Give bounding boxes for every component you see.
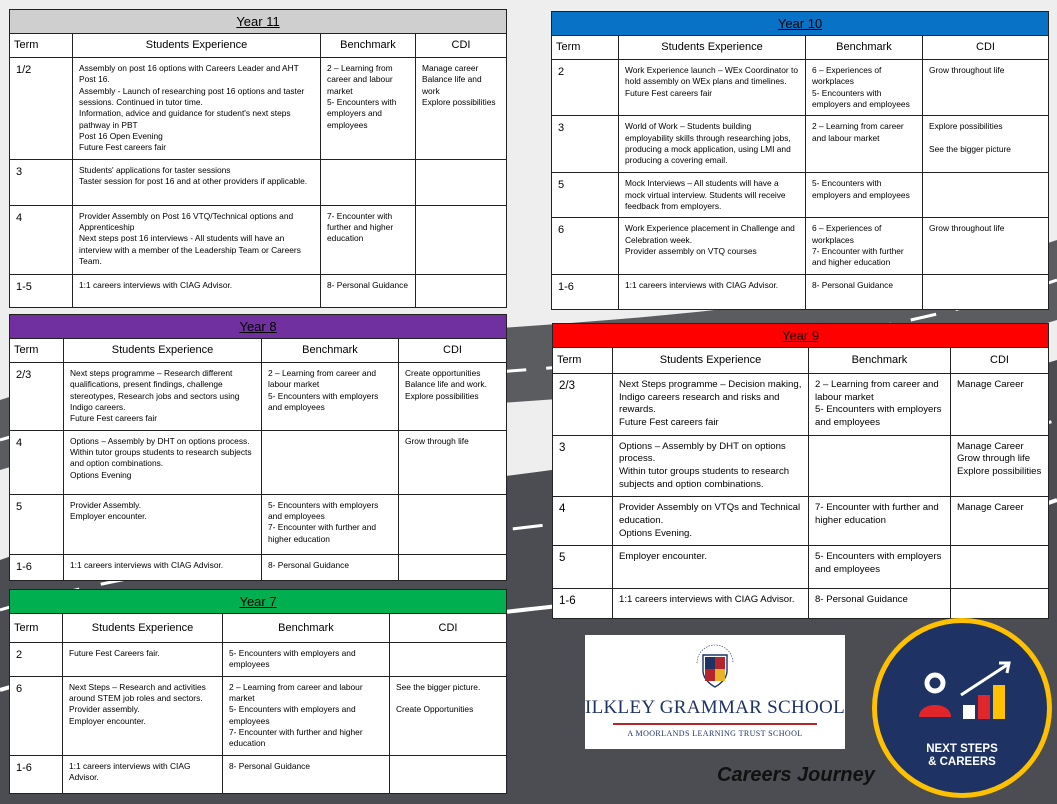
badge-line-1: NEXT STEPS [926, 743, 998, 755]
benchmark-cell [321, 159, 416, 205]
experience-cell: Next Steps programme – Decision making, Indigo careers research and risks and rewards. Future Fest careers fair [613, 374, 809, 436]
table-row [553, 435, 1049, 497]
term-header: Term [10, 614, 63, 643]
experience-cell: Provider Assembly on Post 16 VTQ/Technical options and Apprenticeship Next steps post 16 interviews - All students will have an interview with a member of the Leadership Team or Careers Team. [73, 205, 321, 274]
table-row [10, 755, 507, 793]
experience-cell: Provider Assembly. Employer encounter. [64, 494, 262, 554]
benchmark-header: Benchmark [809, 348, 951, 374]
benchmark-cell: 7- Encounter with further and higher education [321, 205, 416, 274]
benchmark-cell: 2 – Learning from career and labour market 5- Encounters with employers and employees [321, 58, 416, 160]
cdi-cell [416, 159, 507, 205]
experience-header: Students Experience [64, 339, 262, 363]
table-row [553, 497, 1049, 546]
term-cell: 2 [10, 643, 63, 677]
next-steps-badge [872, 618, 1052, 798]
cdi-cell: Explore possibilities See the bigger picture [923, 116, 1049, 173]
benchmark-cell: 8- Personal Guidance [223, 755, 390, 793]
cdi-cell [390, 755, 507, 793]
experience-header: Students Experience [613, 348, 809, 374]
experience-cell: Future Fest Careers fair. [63, 643, 223, 677]
term-cell: 1-6 [553, 589, 613, 619]
cdi-header: CDI [951, 348, 1049, 374]
benchmark-cell: 8- Personal Guidance [321, 274, 416, 307]
term-cell: 2 [552, 60, 619, 116]
cdi-cell [951, 546, 1049, 589]
term-cell: 5 [552, 173, 619, 218]
cdi-cell: Grow throughout life [923, 60, 1049, 116]
cdi-cell: Manage Career [951, 497, 1049, 546]
benchmark-cell: 6 – Experiences of workplaces 5- Encounters with employers and employees [806, 60, 923, 116]
benchmark-header: Benchmark [223, 614, 390, 643]
term-cell: 1-6 [552, 274, 619, 309]
table-row [552, 274, 1049, 309]
benchmark-cell: 6 – Experiences of workplaces 7- Encounter with further and higher education [806, 218, 923, 274]
benchmark-header: Benchmark [262, 339, 399, 363]
cdi-cell [923, 274, 1049, 309]
cdi-cell [416, 274, 507, 307]
year-9-title: Year 9 [553, 324, 1049, 348]
experience-cell: Assembly on post 16 options with Careers Leader and AHT Post 16. Assembly - Launch of researching post 16 options and taster sessions. Continued in tutor time. Information, advice and guidance for student's next steps pathway in PBT Post 16 Open Evening Future Fest careers fair [73, 58, 321, 160]
experience-header: Students Experience [619, 36, 806, 60]
benchmark-cell: 2 – Learning from career and labour market 5- Encounters with employers and employees [262, 363, 399, 431]
term-cell: 1-5 [10, 274, 73, 307]
benchmark-cell: 8- Personal Guidance [262, 554, 399, 580]
cdi-cell [399, 554, 507, 580]
table-row [10, 205, 507, 274]
term-cell: 2/3 [553, 374, 613, 436]
term-cell: 5 [553, 546, 613, 589]
experience-cell: World of Work – Students building employability skills through researching jobs, producing a mock application, using LMI and producing a covering email. [619, 116, 806, 173]
experience-cell: Work Experience placement in Challenge and Celebration week. Provider assembly on VTQ courses [619, 218, 806, 274]
year-9-table [552, 323, 1049, 619]
experience-cell: 1:1 careers interviews with CIAG Advisor. [619, 274, 806, 309]
table-row [553, 374, 1049, 436]
benchmark-cell: 5- Encounters with employers and employees [806, 173, 923, 218]
table-row [552, 173, 1049, 218]
experience-cell: Next Steps – Research and activities around STEM job roles and sectors. Provider assembly. Employer encounter. [63, 676, 223, 755]
experience-cell: Options – Assembly by DHT on options process. Within tutor groups students to research subjects and option combinations. [613, 435, 809, 497]
table-row [10, 643, 507, 677]
cdi-header: CDI [390, 614, 507, 643]
cdi-header: CDI [416, 34, 507, 58]
experience-cell: 1:1 careers interviews with CIAG Advisor. [63, 755, 223, 793]
table-row [552, 218, 1049, 274]
table-row [10, 274, 507, 307]
logo-divider [613, 723, 817, 725]
term-header: Term [10, 34, 73, 58]
table-row [10, 554, 507, 580]
cdi-cell: See the bigger picture. Create Opportunities [390, 676, 507, 755]
cdi-header: CDI [923, 36, 1049, 60]
table-row [10, 430, 507, 494]
experience-cell: 1:1 careers interviews with CIAG Advisor. [73, 274, 321, 307]
experience-cell: Work Experience launch – WEx Coordinator to hold assembly on WEx plans and timelines. Future Fest careers fair [619, 60, 806, 116]
year-11-table [9, 9, 507, 308]
term-cell: 6 [552, 218, 619, 274]
benchmark-cell [809, 435, 951, 497]
term-cell: 2/3 [10, 363, 64, 431]
school-logo [585, 635, 845, 749]
experience-cell: 1:1 careers interviews with CIAG Advisor. [613, 589, 809, 619]
cdi-cell: Create opportunities Balance life and work. Explore possibilities [399, 363, 507, 431]
career-growth-icon [915, 655, 1015, 727]
table-row [10, 494, 507, 554]
term-cell: 1-6 [10, 554, 64, 580]
term-cell: 5 [10, 494, 64, 554]
school-name: ILKLEY GRAMMAR SCHOOL [585, 697, 845, 718]
table-row [10, 159, 507, 205]
cdi-cell [951, 589, 1049, 619]
year-10-title: Year 10 [552, 12, 1049, 36]
cdi-cell: Manage career Balance life and work Explore possibilities [416, 58, 507, 160]
cdi-cell: Grow through life [399, 430, 507, 494]
benchmark-header: Benchmark [806, 36, 923, 60]
benchmark-cell: 8- Personal Guidance [806, 274, 923, 309]
term-cell: 4 [10, 430, 64, 494]
year-7-table [9, 589, 507, 794]
benchmark-cell: 2 – Learning from career and labour market 5- Encounters with employers and employees [809, 374, 951, 436]
year-8-title: Year 8 [10, 315, 507, 339]
experience-cell: Employer encounter. [613, 546, 809, 589]
cdi-cell [390, 643, 507, 677]
year-7-title: Year 7 [10, 590, 507, 614]
cdi-cell [923, 173, 1049, 218]
table-row [10, 58, 507, 160]
term-cell: 1/2 [10, 58, 73, 160]
year-10-table [551, 11, 1049, 310]
benchmark-cell: 2 – Learning from career and labour market [806, 116, 923, 173]
term-header: Term [552, 36, 619, 60]
benchmark-header: Benchmark [321, 34, 416, 58]
term-cell: 3 [552, 116, 619, 173]
cdi-cell [416, 205, 507, 274]
table-row [553, 589, 1049, 619]
benchmark-cell: 5- Encounters with employers and employees [223, 643, 390, 677]
year-11-title: Year 11 [10, 10, 507, 34]
term-cell: 4 [553, 497, 613, 546]
table-row [552, 60, 1049, 116]
school-crest-icon [695, 643, 735, 693]
term-cell: 4 [10, 205, 73, 274]
term-cell: 3 [553, 435, 613, 497]
experience-header: Students Experience [63, 614, 223, 643]
benchmark-cell [262, 430, 399, 494]
table-row [10, 676, 507, 755]
benchmark-cell: 5- Encounters with employers and employees 7- Encounter with further and higher education [262, 494, 399, 554]
experience-cell: Options – Assembly by DHT on options process. Within tutor groups students to research subjects and option combinations. Options Evening [64, 430, 262, 494]
table-row [553, 546, 1049, 589]
cdi-header: CDI [399, 339, 507, 363]
experience-header: Students Experience [73, 34, 321, 58]
benchmark-cell: 2 – Learning from career and labour market 5- Encounters with employers and employees 7- Encounter with further and higher education [223, 676, 390, 755]
term-cell: 3 [10, 159, 73, 205]
term-header: Term [553, 348, 613, 374]
benchmark-cell: 7- Encounter with further and higher education [809, 497, 951, 546]
experience-cell: 1:1 careers interviews with CIAG Advisor. [64, 554, 262, 580]
table-row [10, 363, 507, 431]
table-row [552, 116, 1049, 173]
experience-cell: Provider Assembly on VTQs and Technical education. Options Evening. [613, 497, 809, 546]
cdi-cell: Manage Career Grow through life Explore possibilities [951, 435, 1049, 497]
term-cell: 6 [10, 676, 63, 755]
experience-cell: Next steps programme – Research different qualifications, present findings, challenge stereotypes, Research jobs and sectors using Indigo careers. Future Fest careers fair [64, 363, 262, 431]
cdi-cell [399, 494, 507, 554]
year-8-table [9, 314, 507, 581]
term-header: Term [10, 339, 64, 363]
cdi-cell: Manage Career [951, 374, 1049, 436]
trust-name: A MOORLANDS LEARNING TRUST SCHOOL [627, 729, 803, 738]
careers-journey-title: Careers Journey [717, 764, 875, 786]
benchmark-cell: 5- Encounters with employers and employees [809, 546, 951, 589]
experience-cell: Students' applications for taster sessions Taster session for post 16 and at other providers if applicable. [73, 159, 321, 205]
cdi-cell: Grow throughout life [923, 218, 1049, 274]
badge-line-2: & CAREERS [928, 756, 996, 768]
experience-cell: Mock Interviews – All students will have a mock virtual interview. Students will receive feedback from employers. [619, 173, 806, 218]
term-cell: 1-6 [10, 755, 63, 793]
benchmark-cell: 8- Personal Guidance [809, 589, 951, 619]
